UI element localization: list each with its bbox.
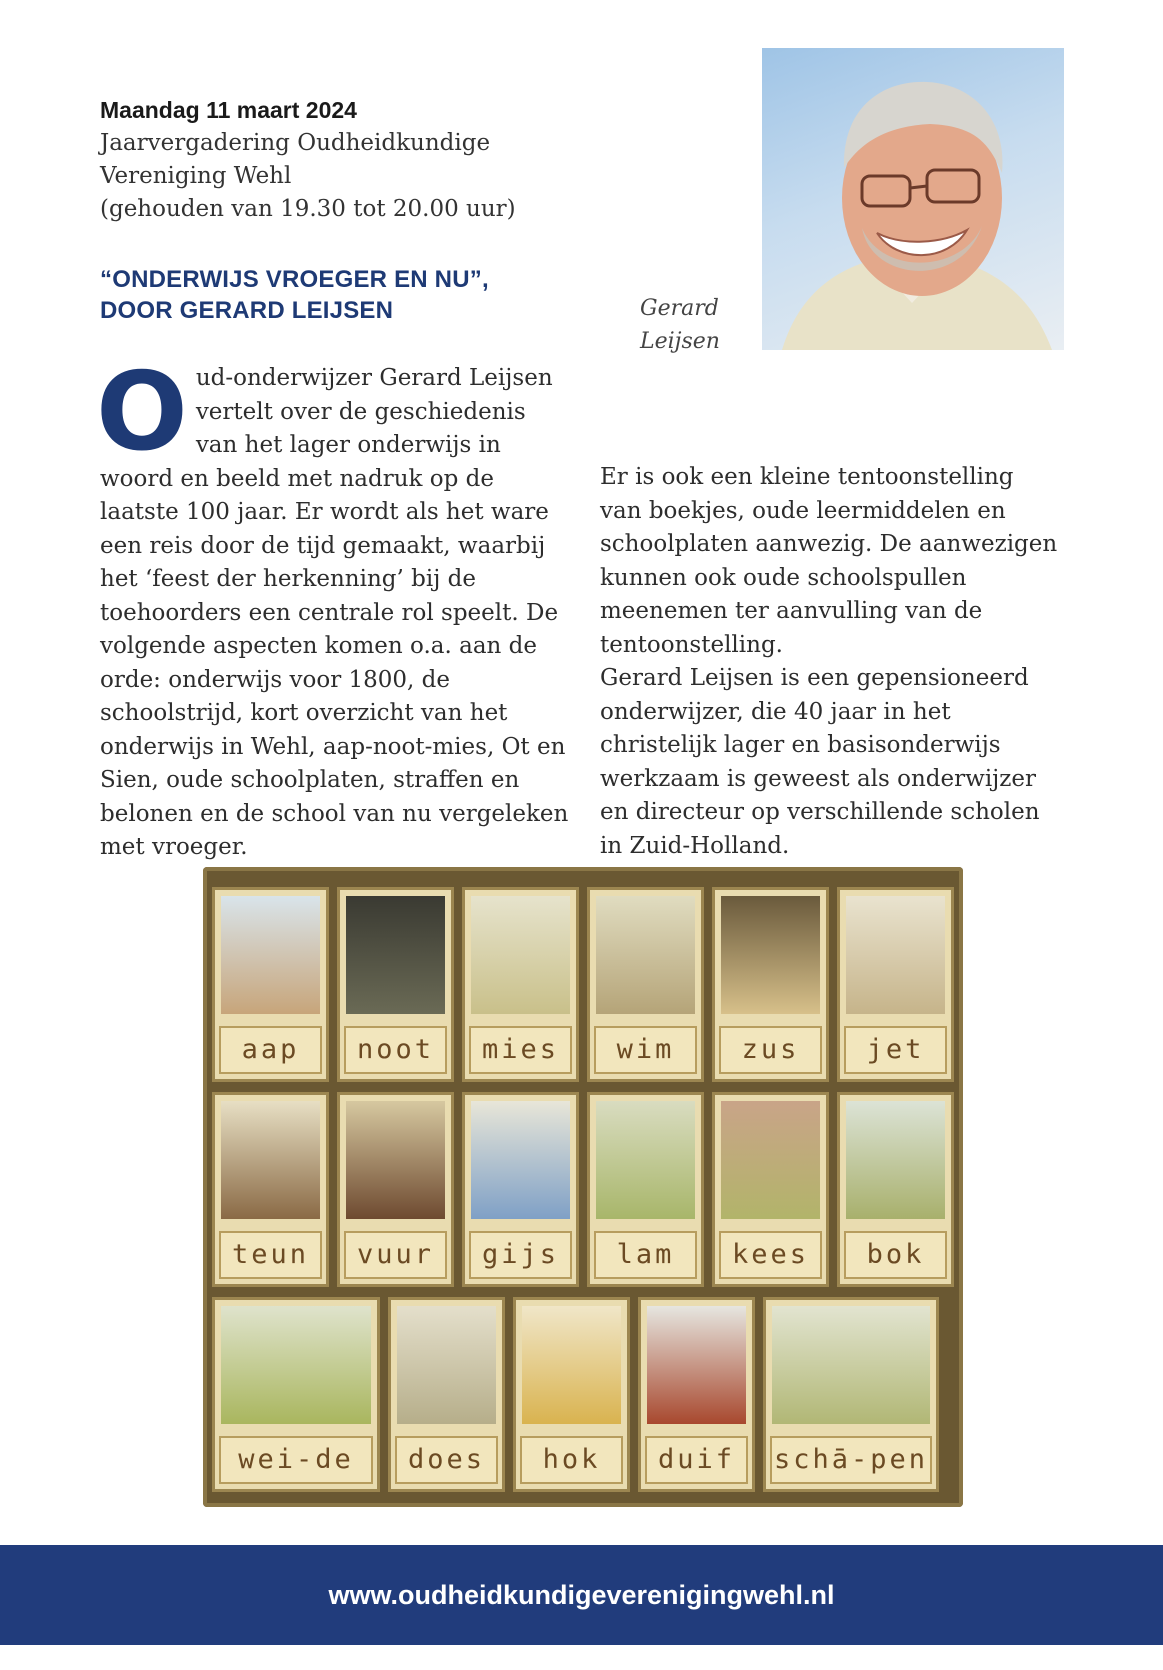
event-title-line-2: Vereniging Wehl xyxy=(100,163,292,189)
reading-card xyxy=(212,1297,380,1492)
reading-card xyxy=(837,1092,954,1287)
card-word: mies xyxy=(469,1026,572,1074)
cat-picture xyxy=(471,896,570,1014)
event-date: Maandag 11 maart 2024 xyxy=(100,97,357,123)
girl-picture xyxy=(846,896,945,1014)
boy-picture xyxy=(596,896,695,1014)
reading-card xyxy=(462,1092,579,1287)
card-word: schā-pen xyxy=(770,1436,932,1484)
footer-bar xyxy=(0,1545,1163,1645)
card-word: zus xyxy=(719,1026,822,1074)
reading-card xyxy=(712,1092,829,1287)
goat-picture xyxy=(846,1101,945,1219)
card-word: duif xyxy=(645,1436,748,1484)
card-word: wim xyxy=(594,1026,697,1074)
pigeon-picture xyxy=(647,1306,746,1424)
reading-card xyxy=(638,1297,755,1492)
reading-card xyxy=(513,1297,630,1492)
monkey-picture xyxy=(221,896,320,1014)
sheep-picture xyxy=(772,1306,930,1424)
article-intro-paragraph: ud-onderwijzer Gerard Leijsen vertelt over de geschiedenis van het lager onderwijs in woord en beeld met nadruk op de laatste 100 jaar. Er wordt als het ware een reis door de tijd gemaakt, waarbij het ‘feest der herkenning’ bij de toehoorders een centrale rol speelt. De volgende aspecten komen o.a. aan de orde: onderwijs voor 1800, de schoolstrijd, kort overzicht van het onderwijs in Wehl, aap-noot-mies, Ot en Sien, oude schoolplaten, straffen en belonen en de school van nu vergeleken met vroeger. xyxy=(100,365,569,860)
photo-caption-line-1: Gerard xyxy=(640,296,719,321)
reading-card xyxy=(462,887,579,1082)
card-word: kees xyxy=(719,1231,822,1279)
card-word: aap xyxy=(219,1026,322,1074)
speaker-photo xyxy=(762,48,1064,350)
card-word: wei-de xyxy=(219,1436,373,1484)
event-title-line-1: Jaarvergadering Oudheidkundige xyxy=(100,130,491,156)
boy-spade-picture xyxy=(471,1101,570,1219)
meadow-picture xyxy=(221,1306,371,1424)
reading-card xyxy=(212,887,329,1082)
nut-picture xyxy=(346,896,445,1014)
card-word: bok xyxy=(844,1231,947,1279)
reading-card xyxy=(763,1297,939,1492)
old-man-picture xyxy=(221,1101,320,1219)
photo-caption-line-2: Leijsen xyxy=(640,329,720,354)
poodle-picture xyxy=(397,1306,496,1424)
speaker-bio-paragraph: Gerard Leijsen is een gepensioneerd onderwijzer, die 40 jaar in het christelijk lager en basisonderwijs werkzaam is geweest als onderwijzer en directeur op verschillende scholen in Zuid-Holland. xyxy=(600,665,1040,859)
fire-picture xyxy=(346,1101,445,1219)
article-heading-line-1: “ONDERWIJS VROEGER EN NU”, xyxy=(100,266,489,293)
article-right-column xyxy=(600,461,1060,863)
reading-card xyxy=(587,887,704,1082)
reading-card xyxy=(837,887,954,1082)
portrait-illustration xyxy=(762,48,1064,350)
drop-cap: O xyxy=(96,350,188,475)
lamb-picture xyxy=(596,1101,695,1219)
dog-picture xyxy=(721,1101,820,1219)
card-word: does xyxy=(395,1436,498,1484)
dovecote-picture xyxy=(522,1306,621,1424)
website-link[interactable]: www.oudheidkundigeverenigingwehl.nl xyxy=(328,1579,835,1610)
card-word: gijs xyxy=(469,1231,572,1279)
reading-card xyxy=(212,1092,329,1287)
event-time: (gehouden van 19.30 tot 20.00 uur) xyxy=(100,196,516,222)
card-word: hok xyxy=(520,1436,623,1484)
article-left-column xyxy=(96,350,570,865)
exhibition-paragraph: Er is ook een kleine tentoonstelling van boekjes, oude leermiddelen en schoolplaten aanwezig. De aanwezigen kunnen ook oude schoolspullen meenemen ter aanvulling van de tentoonstelling. xyxy=(600,464,1058,658)
reading-card xyxy=(337,887,454,1082)
card-word: vuur xyxy=(344,1231,447,1279)
card-word: lam xyxy=(594,1231,697,1279)
card-word: teun xyxy=(219,1231,322,1279)
reading-board-image xyxy=(203,867,963,1507)
card-word: jet xyxy=(844,1026,947,1074)
reading-card xyxy=(337,1092,454,1287)
baby-picture xyxy=(721,896,820,1014)
reading-card xyxy=(587,1092,704,1287)
reading-card xyxy=(388,1297,505,1492)
reading-card xyxy=(712,887,829,1082)
article-heading-line-2: DOOR GERARD LEIJSEN xyxy=(100,297,394,324)
card-word: noot xyxy=(344,1026,447,1074)
